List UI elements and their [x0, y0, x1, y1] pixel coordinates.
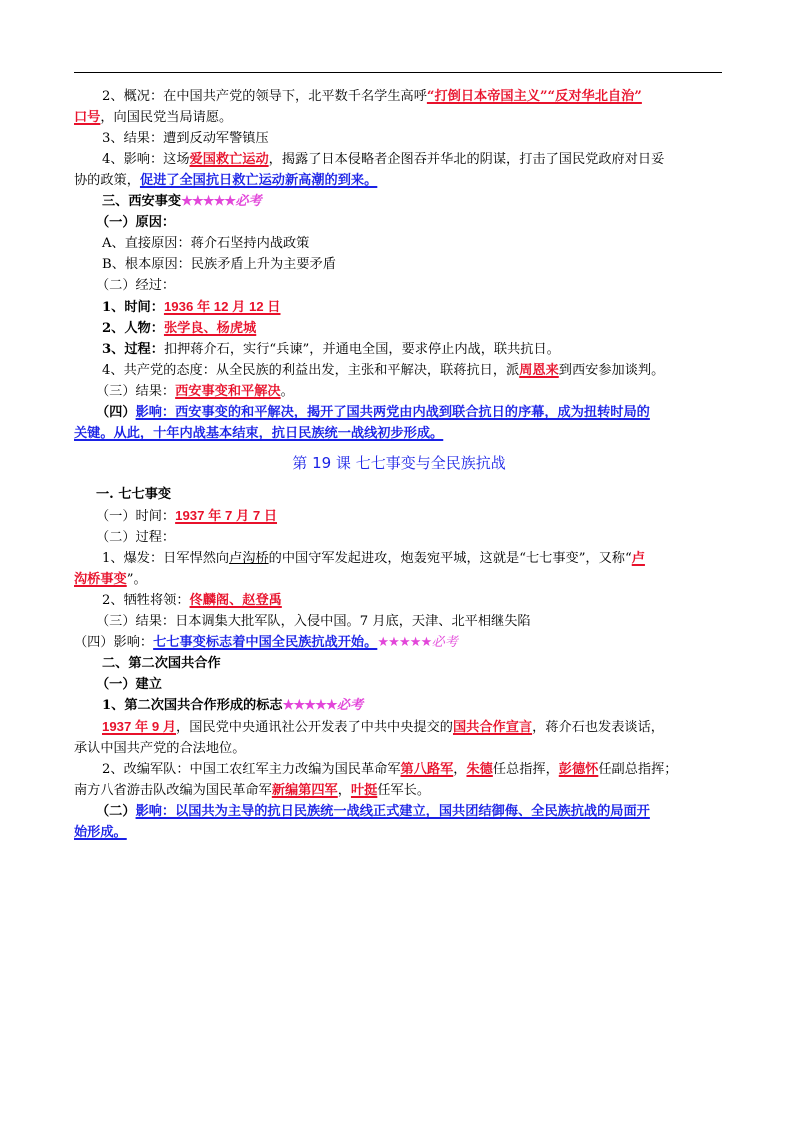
text: ，向国民党当局请愿。	[100, 110, 233, 125]
must-test-tag: 必考	[336, 698, 364, 713]
highlight-date3: 1937 年 9 月	[102, 719, 177, 734]
highlight-lugou: 卢	[631, 551, 645, 566]
highlight-peng-dehuai: 彭德怀	[558, 762, 599, 777]
line-outbreak	[74, 548, 724, 569]
text: ”。	[126, 572, 147, 587]
highlight-significance: 影响：西安事变的和平解决，揭开了国共两党由内战到联合抗日的序幕，成为扭转时局的	[135, 405, 650, 420]
subsection-cause	[74, 212, 724, 233]
line-generals	[74, 590, 724, 611]
five-star-icon: ★★★★★	[282, 698, 337, 713]
line-people	[74, 318, 724, 339]
highlight-lugou-cont: 沟桥事变	[74, 572, 127, 587]
line-impact3	[74, 801, 724, 822]
subsection-process	[74, 275, 724, 296]
section-title: 二、第二次国共合作	[102, 656, 221, 671]
line-result2	[74, 611, 724, 632]
text: 承认中国共产党的合法地位。	[74, 741, 246, 756]
line-impact3-cont	[74, 822, 724, 843]
line-time2	[74, 505, 724, 527]
label: （三）结果：	[96, 384, 176, 399]
highlight-ye-ting: 叶挺	[350, 783, 378, 798]
text: 1、第二次国共合作形成的标志	[102, 698, 283, 713]
text: 南方八省游击队改编为国民革命军	[74, 783, 272, 798]
line-sign	[74, 695, 724, 716]
text: （三）结果：日本调集大批军队，入侵中国。7 月底，天津、北平相继失陷	[96, 614, 531, 629]
highlight-impact3-cont: 始形成。	[74, 825, 127, 840]
section-july7-incident	[74, 484, 724, 505]
text: ，	[337, 783, 351, 798]
highlight-date: 1936 年 12 月 12 日	[163, 299, 281, 314]
line-time	[74, 296, 724, 318]
line-impact	[74, 149, 724, 170]
text: 2、改编军队：中国工农红军主力改编为国民革命军	[102, 762, 401, 777]
text: 的中国守军发起进攻，炮轰宛平城，这就是“七七事变”，又称“	[268, 551, 632, 566]
text: 扣押蒋介石，实行“兵谏”，并通电全国，要求停止内战，联共抗日。	[163, 342, 560, 357]
line-direct-cause	[74, 233, 724, 254]
highlight-impact3: 影响：以国共为主导的抗日民族统一战线正式建立，国共团结御侮、全民族抗战的局面开	[135, 804, 650, 819]
five-star-icon: ★★★★★	[377, 635, 432, 650]
text: 4、影响：这场	[102, 152, 190, 167]
label: （一）时间：	[96, 509, 176, 524]
text: ，国民党中央通讯社公开发表了中共中央提交的	[176, 720, 453, 735]
five-star-icon: ★★★★★	[181, 194, 236, 209]
header-rule	[74, 72, 722, 73]
highlight-slogan-cont: 口号	[74, 110, 101, 125]
line-outcome	[74, 381, 724, 402]
line-process	[74, 339, 724, 360]
subsection-title: （一）原因：	[96, 215, 176, 230]
line-army	[74, 759, 724, 780]
line-outbreak-cont	[74, 569, 724, 590]
text: A、直接原因：蒋介石坚持内战政策	[102, 236, 310, 251]
line-declaration	[74, 716, 724, 738]
subsection-title: （一）建立	[96, 677, 162, 692]
text: B、根本原因：民族矛盾上升为主要矛盾	[102, 257, 336, 272]
highlight-outcome: 西安事变和平解决	[175, 384, 281, 399]
line-declaration-cont	[74, 738, 724, 759]
text: 4、共产党的态度：从全民族的利益出发，主张和平解决，联蒋抗日，派	[102, 363, 520, 378]
label: （二）	[96, 804, 136, 819]
text: ，揭露了日本侵略者企图吞并华北的阴谋，打击了国民党政府对日妥	[268, 152, 665, 167]
document-body	[74, 86, 724, 843]
text: 3、结果：遭到反动军警镇压	[102, 131, 269, 146]
highlight-impact: 促进了全国抗日救亡运动新高潮的到来。	[139, 173, 378, 188]
highlight-eighth-route: 第八路军	[400, 762, 454, 777]
label: （四）	[96, 405, 136, 420]
text: 1、爆发：日军悍然向	[102, 551, 230, 566]
line-army-cont	[74, 780, 724, 801]
lugou-bridge: 卢沟桥	[229, 551, 269, 566]
text: 到西安参加谈判。	[558, 363, 665, 378]
label: 1、时间：	[102, 300, 164, 315]
must-test-tag: 必考	[235, 194, 262, 209]
lesson-title: 第 19 课 七七事变与全民族抗战	[292, 454, 506, 472]
subsection-title: （二）经过：	[96, 278, 176, 293]
highlight-zhou-enlai: 周恩来	[519, 363, 559, 378]
section-second-cooperation	[74, 653, 724, 674]
label: 2、人物：	[102, 321, 164, 336]
text: ，	[453, 762, 467, 777]
label: 2、牺牲将领：	[102, 593, 190, 608]
text: 任副总指挥；	[598, 762, 678, 777]
text: 协的政策，	[74, 173, 140, 188]
highlight-slogan: “打倒日本帝国主义”“反对华北自治”	[426, 89, 642, 104]
line-process2	[74, 527, 724, 548]
highlight-significance-cont: 关键。从此，十年内战基本结束，抗日民族统一战线初步形成。	[74, 426, 444, 441]
line-cpc-attitude	[74, 360, 724, 381]
label: （四）影响：	[74, 635, 154, 650]
line-overview	[74, 86, 724, 107]
line-result	[74, 128, 724, 149]
highlight-new-fourth: 新编第四军	[271, 783, 338, 798]
highlight-generals: 佟麟阁、赵登禹	[189, 593, 282, 608]
subsection-title: （二）过程：	[96, 530, 176, 545]
section-title: 三、西安事变	[102, 194, 182, 209]
subsection-establish	[74, 674, 724, 695]
line-significance-cont	[74, 423, 724, 444]
highlight-impact2: 七七事变标志着中国全民族抗战开始。	[153, 635, 378, 650]
text: 。	[280, 384, 294, 399]
line-impact2	[74, 632, 724, 653]
text: 2、概况：在中国共产党的领导下，北平数千名学生高呼	[102, 89, 427, 104]
highlight-people: 张学良、杨虎城	[163, 321, 257, 336]
text: 任军长。	[377, 783, 431, 798]
section-title: 一. 七七事变	[96, 487, 172, 502]
line-root-cause	[74, 254, 724, 275]
highlight-date2: 1937 年 7 月 7 日	[175, 508, 278, 523]
line-impact-cont	[74, 170, 724, 191]
line-significance	[74, 402, 724, 423]
text: 任总指挥，	[492, 762, 559, 777]
line-overview-cont	[74, 107, 724, 128]
highlight-zhu-de: 朱德	[466, 762, 493, 777]
text: ，蒋介石也发表谈话，	[532, 720, 664, 735]
highlight-declaration: 国共合作宣言	[452, 720, 533, 735]
section-xian-incident	[74, 191, 724, 212]
highlight-movement: 爱国救亡运动	[189, 152, 269, 167]
label: 3、过程：	[102, 342, 164, 357]
must-test-tag: 必考	[431, 635, 458, 650]
